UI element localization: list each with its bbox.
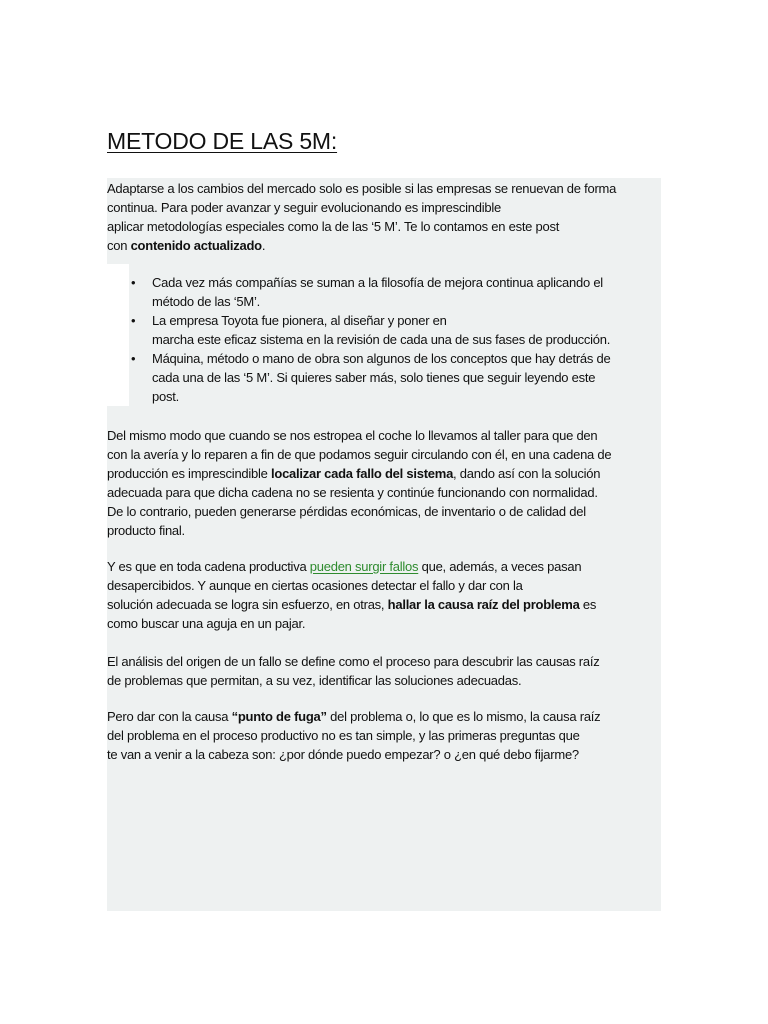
list-item xyxy=(107,273,610,311)
paragraph-punto-de-fuga xyxy=(107,707,600,764)
paragraph-line: , dando así con la solución xyxy=(453,466,601,481)
paragraph-line: es xyxy=(579,597,597,612)
paragraph-line: producción es imprescindible xyxy=(107,466,272,481)
paragraph-line: Del mismo modo que cuando se nos estropea el coche lo llevamos al taller para que den xyxy=(107,428,598,443)
list-item xyxy=(107,349,610,406)
intro-line-3: aplicar metodologías especiales como la de las ‘5 M’. Te lo contamos en este post xyxy=(107,219,560,234)
page-title: METODO DE LAS 5M: xyxy=(107,128,338,154)
list-item-line: post. xyxy=(152,389,179,404)
bullet-icon: • xyxy=(131,275,136,290)
intro-line-4-prefix: con xyxy=(107,238,131,253)
paragraph-line: producto final. xyxy=(107,523,185,538)
paragraph-line: con la avería y lo reparen a fin de que podamos seguir circulando con él, en una cadena de xyxy=(107,447,612,462)
bullet-icon: • xyxy=(131,351,136,366)
intro-line-2: continua. Para poder avanzar y seguir evolucionando es imprescindible xyxy=(107,200,501,215)
list-item-line: método de las ‘5M’. xyxy=(152,294,260,309)
list-item-line: Máquina, método o mano de obra son algunos de los conceptos que hay detrás de xyxy=(152,351,611,366)
paragraph-line: adecuada para que dicha cadena no se resienta y continúe funcionando con normalidad. xyxy=(107,485,598,500)
paragraph-line: De lo contrario, pueden generarse pérdidas económicas, de inventario o de calidad del xyxy=(107,504,586,519)
bold-text: “punto de fuga” xyxy=(231,709,327,724)
bullet-list xyxy=(107,273,610,406)
list-item-line: Cada vez más compañías se suman a la filosofía de mejora continua aplicando el xyxy=(152,275,603,290)
paragraph-line: que, además, a veces pasan xyxy=(418,559,582,574)
paragraph-line: solución adecuada se logra sin esfuerzo, en otras, xyxy=(107,597,388,612)
intro-bold-text: contenido actualizado xyxy=(130,238,262,253)
paragraph-line: Pero dar con la causa xyxy=(107,709,232,724)
paragraph-line: de problemas que permitan, a su vez, identificar las soluciones adecuadas. xyxy=(107,673,522,688)
list-item-line: marcha este eficaz sistema en la revisión de cada una de sus fases de producción. xyxy=(152,332,611,347)
bullet-icon: • xyxy=(131,313,136,328)
intro-paragraph xyxy=(107,179,616,255)
paragraph-line: te van a venir a la cabeza son: ¿por dónde puedo empezar? o ¿en qué debo fijarme? xyxy=(107,747,579,762)
bold-text: localizar cada fallo del sistema xyxy=(271,466,454,481)
paragraph-line: Y es que en toda cadena productiva xyxy=(107,559,310,574)
paragraph-taller xyxy=(107,426,611,540)
list-item-line: cada una de las ‘5 M’. Si quieres saber más, solo tienes que seguir leyendo este xyxy=(152,370,596,385)
paragraph-analisis xyxy=(107,652,599,690)
paragraph-cadena xyxy=(107,557,596,633)
paragraph-line: del problema o, lo que es lo mismo, la causa raíz xyxy=(326,709,601,724)
list-item xyxy=(107,311,610,349)
paragraph-line: como buscar una aguja en un pajar. xyxy=(107,616,306,631)
intro-line-1: Adaptarse a los cambios del mercado solo es posible si las empresas se renuevan de forma xyxy=(107,181,617,196)
paragraph-line: desapercibidos. Y aunque en ciertas ocasiones detectar el fallo y dar con la xyxy=(107,578,523,593)
bold-text: hallar la causa raíz del problema xyxy=(387,597,580,612)
paragraph-line: del problema en el proceso productivo no es tan simple, y las primeras preguntas que xyxy=(107,728,580,743)
surgir-fallos-link[interactable]: pueden surgir fallos xyxy=(309,559,419,574)
paragraph-line: El análisis del origen de un fallo se define como el proceso para descubrir las causas raíz xyxy=(107,654,600,669)
intro-line-4-suffix: . xyxy=(261,238,266,253)
list-item-line: La empresa Toyota fue pionera, al diseñar y poner en xyxy=(152,313,447,328)
